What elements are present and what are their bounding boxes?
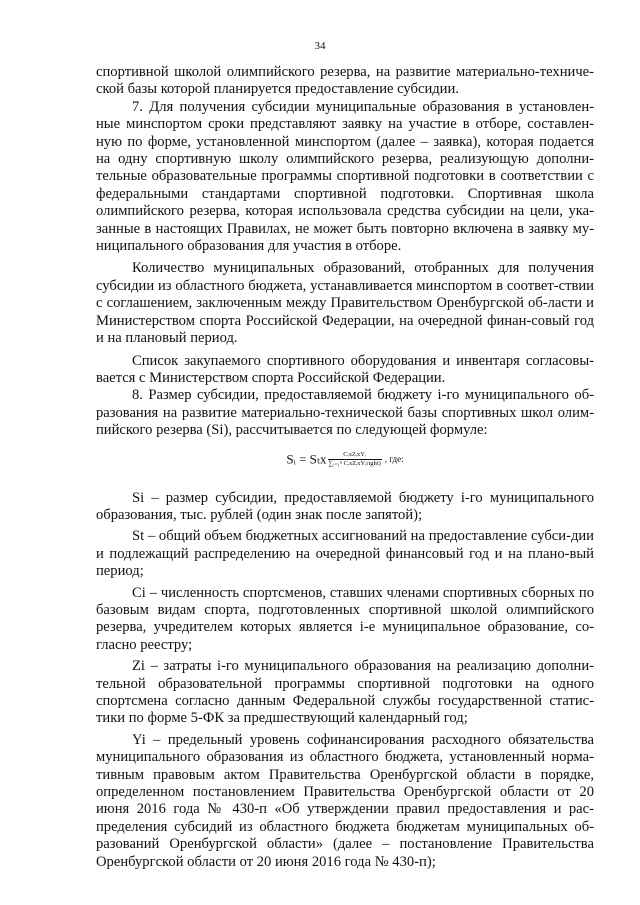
definition-st: St – общий объем бюджетных ассигнований на предоставление субси-дии и подлежащий распределению на очередной финансовый год и на плано-вый период; [96, 528, 594, 580]
definition-si: Si – размер субсидии, предоставляемой бюджету i-го муниципального образования, тыс. рублей (один знак после запятой); [96, 489, 594, 523]
subsidy-formula [96, 451, 594, 468]
paragraph-equipment-list: Список закупаемого спортивного оборудования и инвентаря согласовы-вается с Министерством спорта Российской Федерации. [96, 352, 594, 386]
paragraph-continuation: спортивной школой олимпийского резерва, на развитие материально-техниче-ской базы которой планируется предоставление субсидии. [96, 64, 594, 98]
paragraph-item-7: 7. Для получения субсидии муниципальные образования в установлен-ные минспортом сроки представляют заявку на участие в отборе, составлен-ную по форме, установленной минспортом (далее – заявка), которая подается на одну спортивную школу олимпийского резерва, реализующую дополни-тельные образовательные программы спортивной подготовки в соответствии с федеральными стандартами спортивной подготовки. Спортивная школа олимпийского резерва, которая использовала средства субсидии на цели, ука-занные в настоящих Правилах, не может быть повторно включена в заявку му-ниципального образования для участия в отборе. [96, 98, 594, 255]
page-number: 34 [314, 40, 326, 52]
formula-tail: , где: [384, 454, 404, 465]
paragraph-item-8: 8. Размер субсидии, предоставляемой бюджету i-го муниципального об-разования на развитие материально-технической базы спортивных школ олим-пийского резерва (Si), рассчитывается по следующей формуле: [96, 387, 594, 439]
formula-numerator: CᵢxZᵢxYᵢ [328, 451, 382, 460]
formula-fraction [328, 451, 382, 468]
document-body [96, 64, 594, 871]
definition-ci: Ci – численность спортсменов, ставших членами спортивных сборных по базовым видам спорта, подготовленных спортивной школой олимпийского резерва, учредителем которых является i-е муниципальное образование, со-гласно реестру; [96, 584, 594, 653]
formula-denominator: ∑ᵢ₌₁ⁿ CᵢxZᵢxYᵢright) [328, 459, 381, 467]
definition-zi: Zi – затраты i-го муниципального образования на реализацию дополни-тельной образовательной программы спортивной подготовки на одного спортсмена согласно данным Федеральной службы государственной статис-тики по форме 5-ФК за предшествующий календарный год; [96, 658, 594, 727]
formula-lhs: Sᵢ = Sₜx [286, 451, 327, 467]
paragraph-selection-count: Количество муниципальных образований, отобранных для получения субсидии из областного бюджета, устанавливается минспортом в соответ-ствии с соглашением, заключенным между Правительством Оренбургской об-ласти и Министерством спорта Российской Федерации, на очередной финан-совый год и на плановый период. [96, 260, 594, 347]
definition-yi: Yi – предельный уровень софинансирования расходного обязательства муниципального образования из областного бюджета, установленный норма-тивным правовым актом Правительства Оренбургской области в порядке, определенном постановлением Правительства Оренбургской области от 20 июня 2016 года № 430-п «Об утверждении правил предоставления и рас-пределения субсидий из областного бюджета бюджетам муниципальных об-разований Оренбургской области» (далее – постановление Правительства Оренбургской области от 20 июня 2016 года № 430-п); [96, 731, 594, 870]
